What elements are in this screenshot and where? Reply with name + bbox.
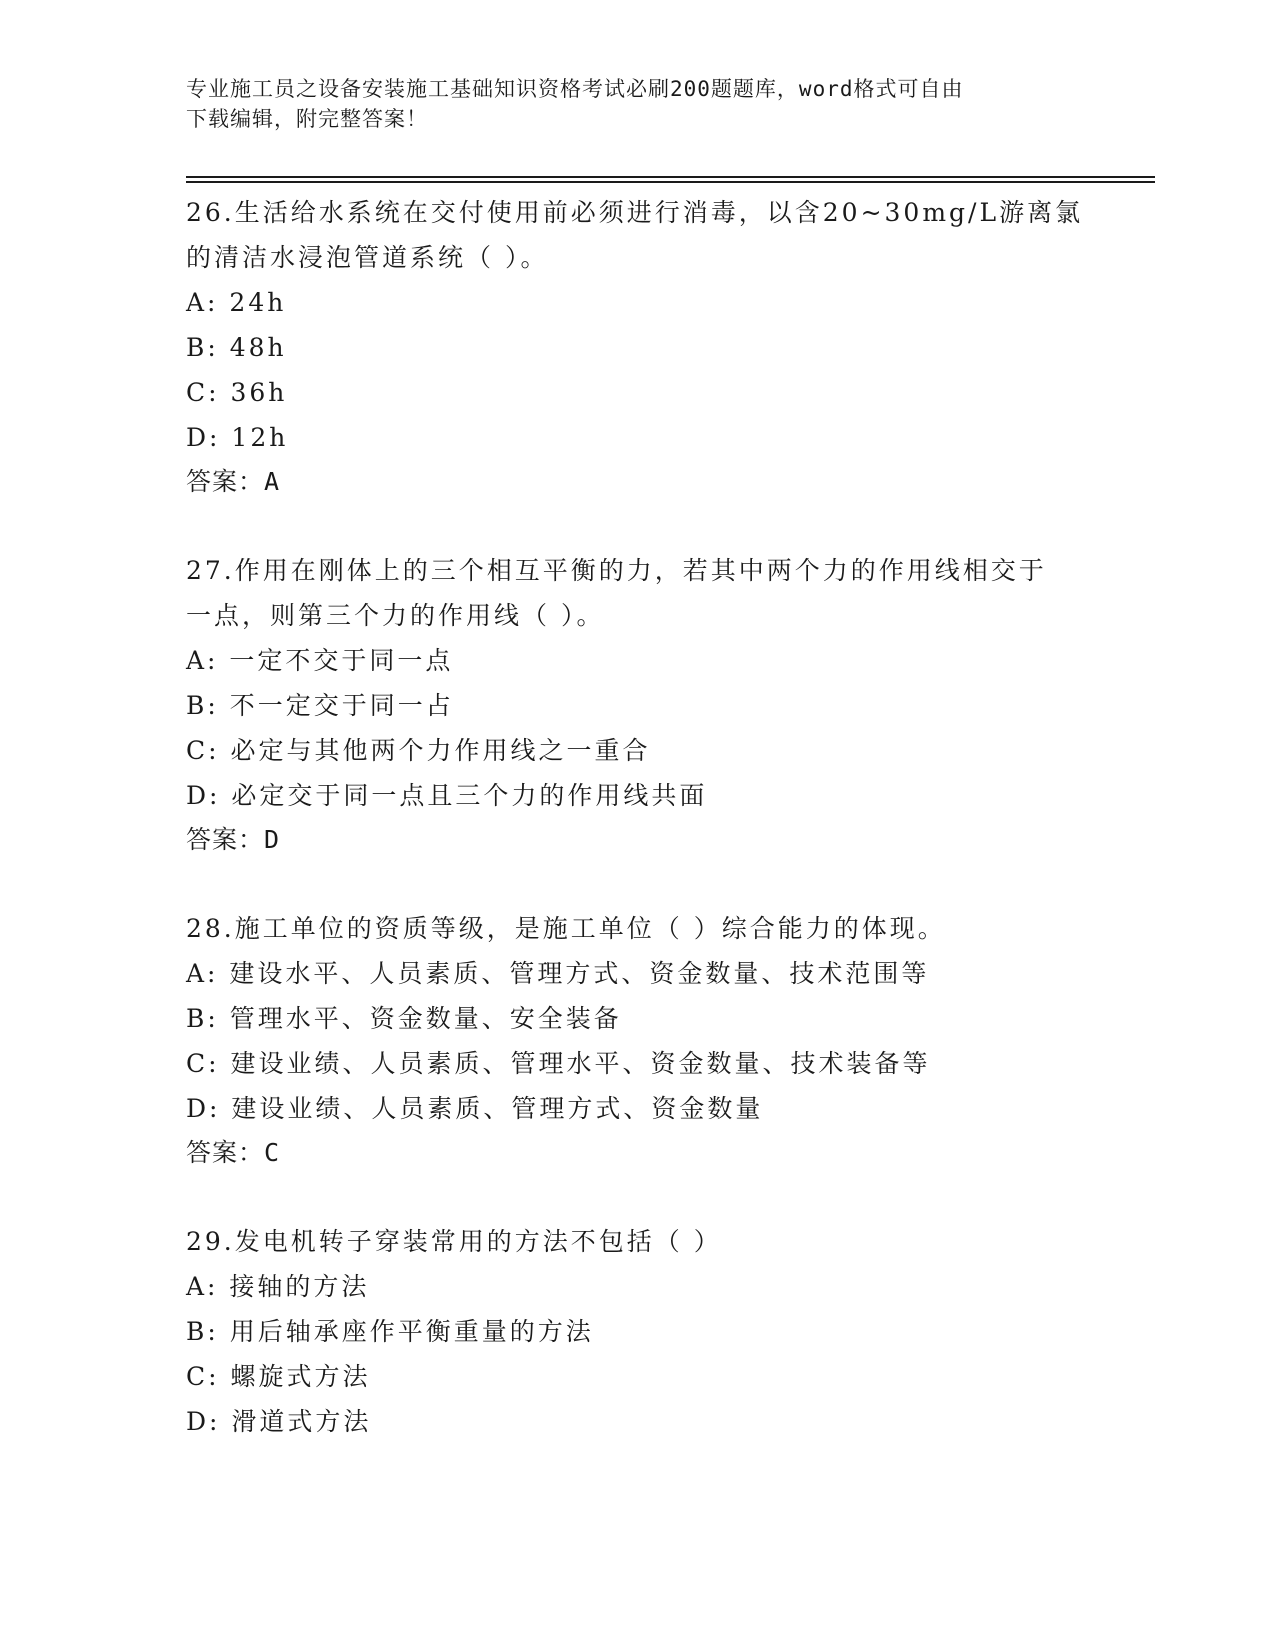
document-header [186,74,1086,134]
question-28 [186,906,1086,1175]
option-a: A: 接轴的方法 [186,1272,370,1301]
option-d: D: 滑道式方法 [186,1407,372,1436]
answer-line: 答案：A [186,467,281,496]
question-stem-line: 28.施工单位的资质等级，是施工单位（ ）综合能力的体现。 [186,914,946,943]
question-26 [186,190,1086,504]
option-c: C: 36h [186,378,288,407]
answer-line: 答案：D [186,825,281,854]
question-stem-line: 27.作用在刚体上的三个相互平衡的力，若其中两个力的作用线相交于 [186,556,1047,585]
option-d: D: 建设业绩、人员素质、管理方式、资金数量 [186,1094,764,1123]
question-stem-line: 26.生活给水系统在交付使用前必须进行消毒，以含20~30mg/L游离氯 [186,198,1084,227]
header-divider-top [186,176,1155,178]
option-b: B: 用后轴承座作平衡重量的方法 [186,1317,594,1346]
option-c: C: 建设业绩、人员素质、管理水平、资金数量、技术装备等 [186,1049,931,1078]
question-list [186,190,1086,1488]
header-line-1: 专业施工员之设备安装施工基础知识资格考试必刷200题题库，word格式可自由 [186,77,964,101]
option-c: C: 螺旋式方法 [186,1362,371,1391]
answer-line: 答案：C [186,1138,281,1167]
question-stem-line: 一点，则第三个力的作用线（ ）。 [186,601,605,630]
option-b: B: 管理水平、资金数量、安全装备 [186,1004,622,1033]
option-d: D: 必定交于同一点且三个力的作用线共面 [186,781,708,810]
question-27 [186,548,1086,862]
option-c: C: 必定与其他两个力作用线之一重合 [186,736,651,765]
option-a: A: 一定不交于同一点 [186,646,454,675]
option-a: A: 24h [186,288,287,317]
option-d: D: 12h [186,423,289,452]
header-line-2: 下载编辑，附完整答案！ [186,107,428,131]
header-divider-bottom [186,181,1155,183]
question-stem-line: 29.发电机转子穿装常用的方法不包括（ ） [186,1227,722,1256]
question-29 [186,1219,1086,1444]
question-stem-line: 的清洁水浸泡管道系统（ ）。 [186,243,549,272]
option-b: B: 不一定交于同一占 [186,691,454,720]
option-b: B: 48h [186,333,287,362]
option-a: A: 建设水平、人员素质、管理方式、资金数量、技术范围等 [186,959,930,988]
